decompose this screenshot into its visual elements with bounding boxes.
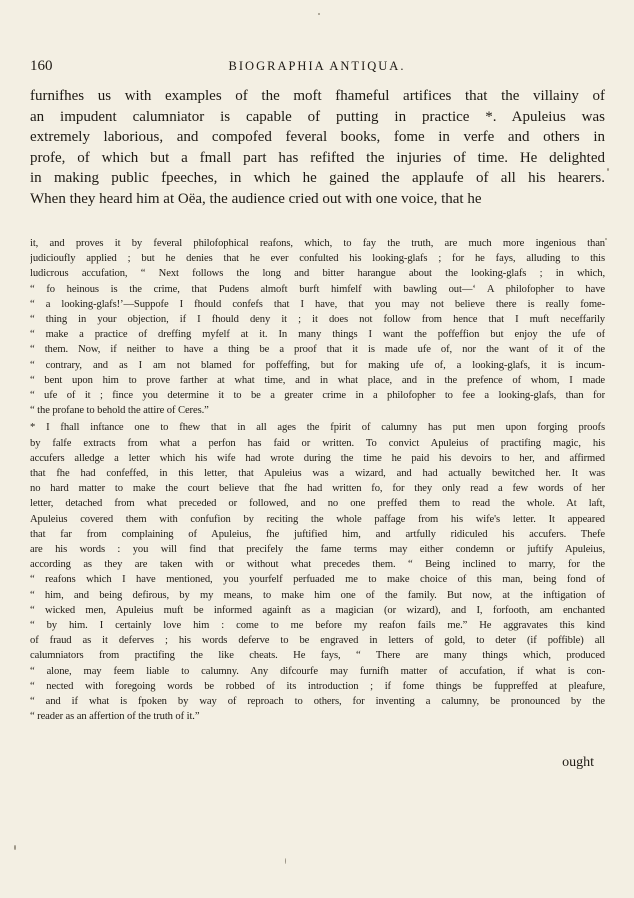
- footnotes: [30, 236, 605, 725]
- footnote-line: calumniators from practifing the like cheats. He fays, “ There are many things which, produced: [30, 650, 605, 662]
- main-text: [30, 86, 605, 210]
- footnote-line: that far from complaining of Apuleius, fhe juftified him, and artfully ridiculed his accufers. Thefe: [30, 528, 605, 540]
- footnote-line: “ reader as an affertion of the truth of it.”: [30, 711, 200, 723]
- main-text-line: extremely laborious, and compofed feveral books, fome in verfe and others in: [30, 129, 605, 146]
- main-text-line: in making public fpeeches, in which he gained the applaufe of all his hearers.: [30, 170, 605, 187]
- footnote-line: that fhe had confeffed, in this letter, that Apuleius was a wizard, and had actually bewitched her. It was: [30, 468, 605, 480]
- footnote-line: “ the profane to behold the attire of Ceres.”: [30, 405, 209, 417]
- footnote-line: “ and if what is fpoken by way of reproach to others, for inventing a calumny, be pronounced by the: [30, 696, 605, 708]
- footnote-line: “ wicked men, Apuleius muft be informed againft as a magician (or wizard), and I, forfooth, am enchanted: [30, 604, 605, 616]
- paper-speck: [318, 13, 320, 15]
- paper-speck: [14, 845, 16, 850]
- paper-speck: [605, 238, 607, 240]
- footnote-line: no hard matter to make the court believe that fhe had written fo, for they only read a few words of her: [30, 483, 605, 495]
- footnote-line: “ fo heinous is the crime, that Pudens almoft burft himfelf with bawling out—‘ A philofopher to have: [30, 283, 605, 295]
- footnote-line: “ ufe of it ; fince you determine it to be a greater crime in a philofopher to fee a looking-glafs, than for: [30, 390, 605, 402]
- footnote-line: are his words : you will find that precifely the fame terms may either condemn or juftify Apuleius,: [30, 544, 605, 556]
- page-number: 160: [30, 58, 53, 74]
- footnote-line: “ thing in your objection, if I fhould deny it ; it does not follow from hence that I muft neceffarily: [30, 314, 605, 326]
- footnote-line: “ reafons which I have mentioned, you yourfelf perfuaded me to make choice of this man, being fond of: [30, 574, 605, 586]
- footnote-line: by falfe extracts from what a perfon has faid or written. To convict Apuleius of practifing magic, his: [30, 437, 605, 449]
- footnote-line: “ them. Now, if neither to have a thing be a proof that it is made ufe of, nor the want of it of the: [30, 344, 605, 356]
- footnote-line: ludicrous accufation, “ Next follows the long and bitter harangue about the looking-glafs ; in which,: [30, 268, 605, 280]
- footnote-line: letter, detached from what preceded or followed, and no one preffed them to read the whole. At laft,: [30, 498, 605, 510]
- footnote-line: “ a looking-glafs!’—Suppofe I fhould confefs that I have, that you may not believe there is really fome-: [30, 298, 605, 310]
- main-text-line: an impudent calumniator is capable of putting in practice *. Apuleius was: [30, 108, 605, 125]
- catchword: ought: [562, 755, 594, 770]
- main-text-line: profe, of which but a fmall part has refifted the injuries of time. He delighted: [30, 149, 605, 166]
- paper-speck: [285, 858, 286, 864]
- footnote-line: of fraud as it deferves ; his words deferve to be engraved in letters of gold, to deter (if poffible) all: [30, 635, 605, 647]
- footnote-line: “ bent upon him to prove farther at what time, and in what place, and in the prefence of whom, I made: [30, 374, 605, 386]
- footnote-line: “ him, and being defirous, by my means, to make him one of the family. But now, at the inftigation of: [30, 589, 605, 601]
- footnote-line: accufers alledge a letter which his wife had wrote during the time he paid his devoirs to her, and affirmed: [30, 452, 605, 464]
- footnote-line: “ nected with foregoing words be robbed of its introduction ; if fome things be fuppreffed at pleafure,: [30, 680, 605, 692]
- running-title: BIOGRAPHIA ANTIQUA.: [228, 59, 406, 73]
- footnote-line: according as they are taken with or without what precedes them. “ Being inclined to marry, for the: [30, 559, 605, 571]
- footnote-line: * I fhall inftance one to fhew that in all ages the fpirit of calumny has put men upon forging proofs: [30, 422, 605, 434]
- footnote-line: “ contrary, and as I am not blamed for poffeffing, but for making ufe of, a looking-glafs, it is incum-: [30, 359, 605, 371]
- footnote-line: judicioufly applied ; but he denies that he ever confulted his looking-glafs ; for he fays, alluding to this: [30, 253, 605, 265]
- footnote-line: “ make a practice of dreffing myfelf at it. In many things I want the poffeffion but enjoy the ufe of: [30, 329, 605, 341]
- footnote-line: Apuleius covered them with confufion by reciting the whole paffage from his wife's letter. It appeared: [30, 513, 605, 525]
- footnote-line: it, and proves it by feveral philofophical reafons, which, to fay the truth, are much more ingenious than: [30, 238, 605, 249]
- paper-speck: [607, 168, 609, 171]
- footnote-line: “ by him. I certainly love him : come to me before my reafon fails me.” He aggravates this kind: [30, 620, 605, 632]
- main-text-line: When they heard him at Oëa, the audience cried out with one voice, that he: [30, 190, 482, 207]
- main-text-line: furnifhes us with examples of the moft fhameful artifices that the villainy of: [30, 88, 605, 104]
- footnote-line: “ alone, may feem liable to calumny. Any difcourfe may furnifh matter of accufation, if what is con-: [30, 665, 605, 677]
- page-header: [30, 58, 604, 80]
